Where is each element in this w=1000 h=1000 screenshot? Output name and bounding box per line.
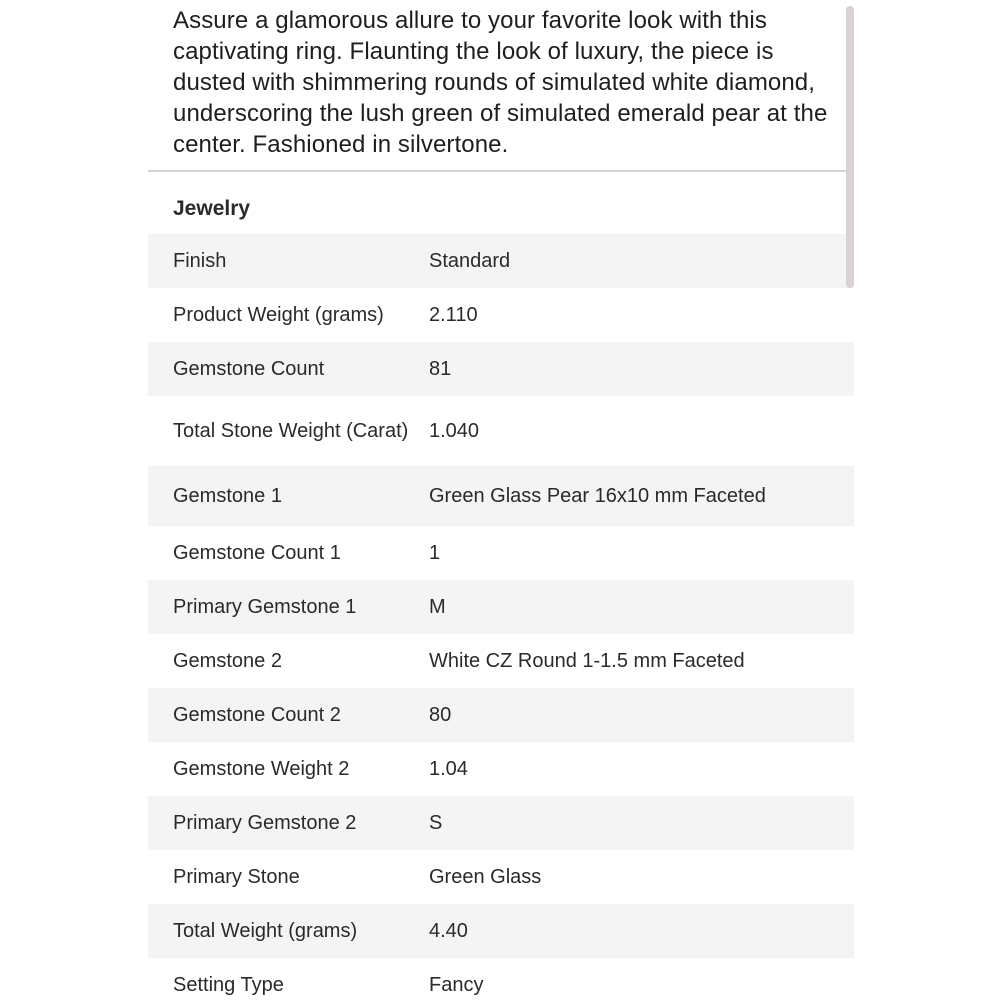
spec-value: M: [429, 596, 446, 618]
product-details-panel: [148, 0, 854, 1000]
spec-label: Gemstone Count: [173, 357, 325, 380]
spec-label: Product Weight (grams): [173, 303, 384, 326]
spec-label: Primary Stone: [173, 865, 300, 888]
spec-value: 1: [429, 542, 441, 564]
spec-value: 4.40: [429, 920, 468, 942]
spec-label: Primary Gemstone 1: [173, 595, 357, 618]
table-row: [148, 288, 854, 342]
spec-label: Gemstone 2: [173, 649, 282, 672]
spec-label: Gemstone 1: [173, 484, 282, 507]
spec-value: 1.040: [429, 420, 480, 442]
table-row: [148, 466, 854, 526]
product-description: Assure a glamorous allure to your favorite look with this captivating ring. Flaunting the look of luxury, the piece is dusted with shimmering rounds of simulated white diamond, underscoring the lush green of simulated emerald pear at the center. Fashioned in silvertone.: [173, 7, 828, 158]
spec-label: Setting Type: [173, 973, 284, 996]
scrollbar-thumb[interactable]: [846, 6, 854, 288]
table-row: [148, 796, 854, 850]
section-heading-jewelry: Jewelry: [173, 197, 251, 220]
spec-label: Gemstone Weight 2: [173, 757, 350, 780]
spec-value: White CZ Round 1-1.5 mm Faceted: [429, 650, 745, 672]
table-row: [148, 634, 854, 688]
spec-value: Fancy: [429, 974, 484, 996]
spec-value: Standard: [429, 250, 511, 272]
table-row: [148, 688, 854, 742]
table-row: [148, 850, 854, 904]
spec-value: 81: [429, 358, 452, 380]
spec-value: 1.04: [429, 758, 468, 780]
spec-label: Total Stone Weight (Carat): [173, 419, 409, 442]
spec-value: Green Glass: [429, 866, 542, 888]
table-row: [148, 958, 854, 1000]
table-row: [148, 904, 854, 958]
spec-value: S: [429, 812, 443, 834]
specifications-table: [148, 234, 854, 1000]
table-row: [148, 580, 854, 634]
spec-value: 2.110: [429, 304, 478, 326]
table-row: [148, 234, 854, 288]
spec-label: Total Weight (grams): [173, 919, 358, 942]
spec-value: Green Glass Pear 16x10 mm Faceted: [429, 485, 766, 507]
spec-label: Finish: [173, 249, 227, 272]
table-row: [148, 396, 854, 466]
table-row: [148, 742, 854, 796]
spec-label: Gemstone Count 2: [173, 703, 341, 726]
table-row: [148, 526, 854, 580]
spec-label: Primary Gemstone 2: [173, 811, 357, 834]
spec-label: Gemstone Count 1: [173, 541, 341, 564]
spec-value: 80: [429, 704, 452, 726]
table-row: [148, 342, 854, 396]
